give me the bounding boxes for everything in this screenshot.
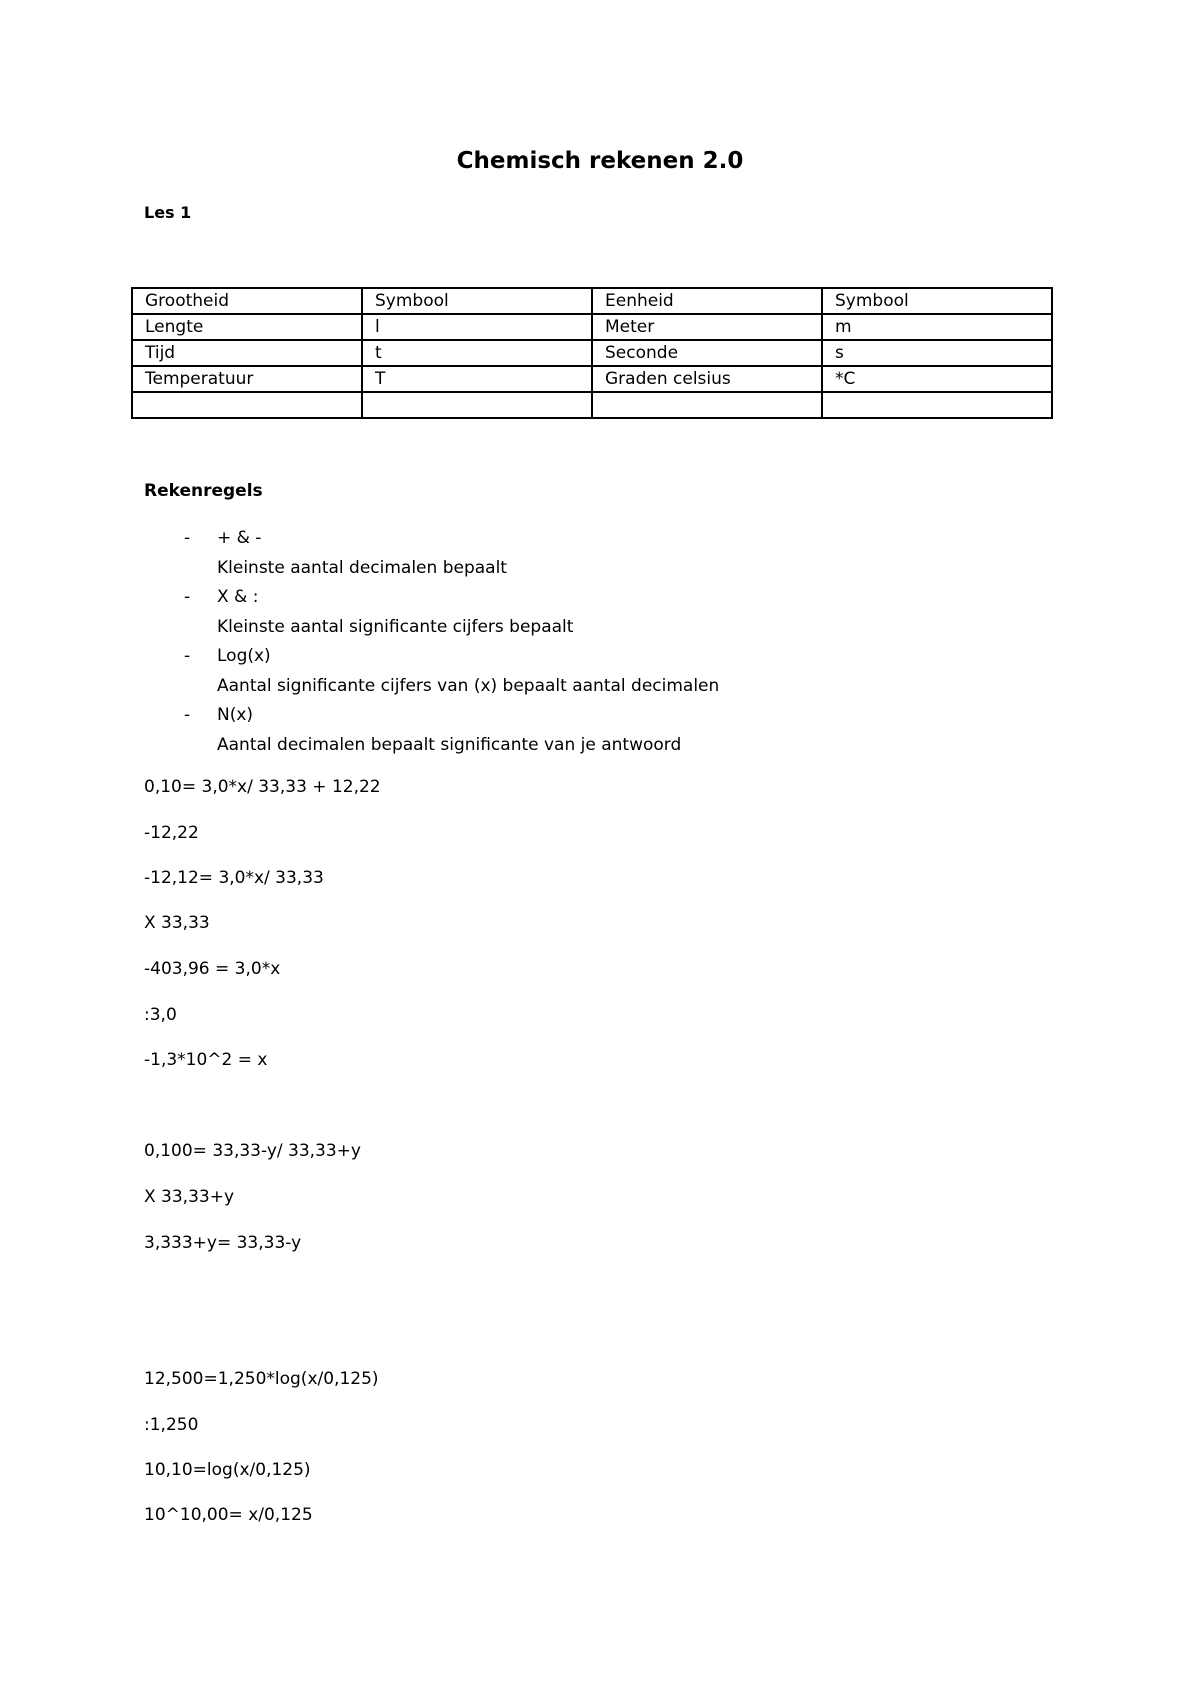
calculation-step: X 33,33+y (144, 1187, 235, 1207)
calculation-step: 12,500=1,250*log(x/0,125) (144, 1369, 379, 1389)
rule-description: Kleinste aantal significante cijfers bepaalt (217, 616, 574, 637)
calculation-step: 3,333+y= 33,33-y (144, 1233, 302, 1253)
rule-operation: X & : (217, 587, 259, 607)
rule-operation: + & - (217, 528, 262, 548)
table-cell (822, 392, 1052, 418)
table-row (132, 366, 1052, 392)
rule-description: Kleinste aantal decimalen bepaalt (217, 557, 507, 578)
list-item (0, 642, 719, 701)
dash-bullet: - (184, 587, 191, 607)
calculation-step: 0,10= 3,0*x/ 33,33 + 12,22 (144, 777, 381, 797)
dash-bullet: - (184, 528, 191, 548)
calculation-step: :3,0 (144, 1005, 177, 1025)
table-cell: Seconde (592, 340, 822, 366)
table-cell: Grootheid (132, 288, 362, 314)
table-cell: Tijd (132, 340, 362, 366)
rule-operation: Log(x) (217, 646, 271, 666)
table-cell (592, 392, 822, 418)
table-cell: m (822, 314, 1052, 340)
rule-description: Aantal decimalen bepaalt significante van je antwoord (217, 734, 682, 755)
calculation-step: X 33,33 (144, 913, 210, 933)
calculation-step: -1,3*10^2 = x (144, 1050, 268, 1070)
rule-description: Aantal significante cijfers van (x) bepaalt aantal decimalen (217, 675, 720, 696)
table-cell: Graden celsius (592, 366, 822, 392)
table-cell: Symbool (822, 288, 1052, 314)
table-cell: l (362, 314, 592, 340)
table-cell (132, 392, 362, 418)
units-table (131, 287, 1053, 419)
calculation-step: 10^10,00= x/0,125 (144, 1505, 313, 1525)
dash-bullet: - (184, 705, 191, 725)
table-header-row (132, 288, 1052, 314)
table-cell: T (362, 366, 592, 392)
dash-bullet: - (184, 646, 191, 666)
table-cell: *C (822, 366, 1052, 392)
calculation-step: -12,22 (144, 823, 199, 843)
calculation-step: -12,12= 3,0*x/ 33,33 (144, 868, 324, 888)
table-row-empty (132, 392, 1052, 418)
lesson-heading: Les 1 (144, 203, 192, 222)
page-title: Chemisch rekenen 2.0 (456, 148, 744, 174)
list-item (0, 524, 719, 583)
rekenregels-list (0, 524, 719, 760)
table-cell: Symbool (362, 288, 592, 314)
table-cell: Lengte (132, 314, 362, 340)
calculation-step: :1,250 (144, 1415, 199, 1435)
rekenregels-heading: Rekenregels (144, 481, 263, 501)
table-row (132, 340, 1052, 366)
table-cell: Eenheid (592, 288, 822, 314)
list-item (0, 583, 719, 642)
table-cell: Temperatuur (132, 366, 362, 392)
table-cell: Meter (592, 314, 822, 340)
calculation-step: 0,100= 33,33-y/ 33,33+y (144, 1141, 361, 1161)
calculation-step: -403,96 = 3,0*x (144, 959, 281, 979)
table-row (132, 314, 1052, 340)
table-cell: t (362, 340, 592, 366)
table-cell (362, 392, 592, 418)
calculation-step: 10,10=log(x/0,125) (144, 1460, 311, 1480)
rule-operation: N(x) (217, 705, 254, 725)
list-item (0, 701, 719, 760)
table-cell: s (822, 340, 1052, 366)
